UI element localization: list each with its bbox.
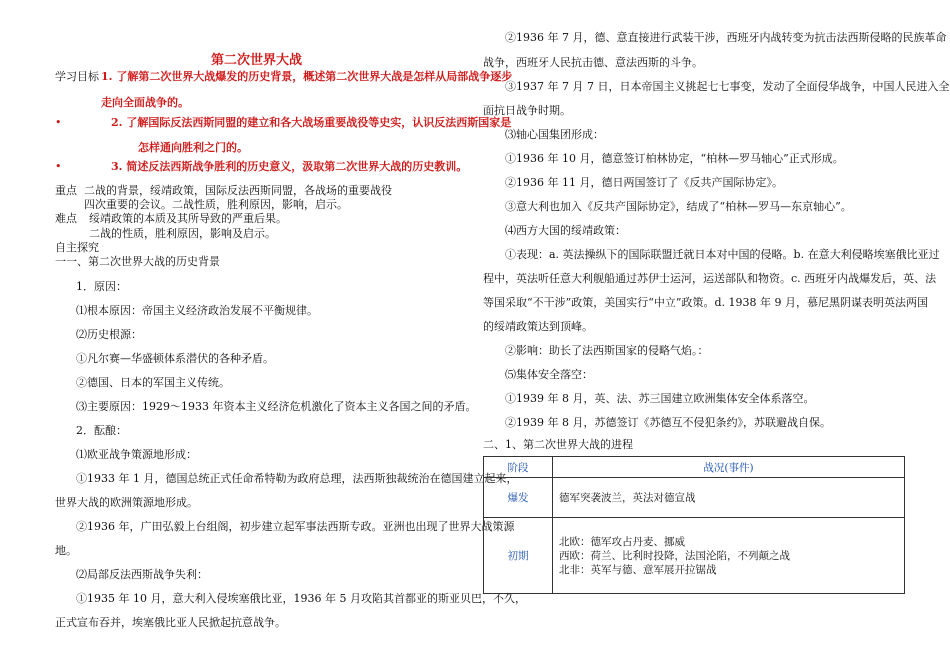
- text-line: 世界大战的欧洲策源地形成。: [55, 496, 198, 509]
- table-row: [484, 518, 905, 594]
- text-line: ⑶轴心国集团形成：: [505, 128, 604, 141]
- stage-cell: 初期: [484, 518, 553, 594]
- table-header-row: [484, 457, 905, 478]
- text-line: ⑴欧亚战争策源地形成：: [76, 448, 197, 461]
- event-line: 北非：英军与德、意军展开拉锯战: [559, 563, 717, 576]
- text-line: ②德国、日本的军国主义传统。: [76, 376, 230, 389]
- text-line: 2．酝酿：: [76, 424, 127, 437]
- goal-1-line-2: 走向全面战争的。: [101, 96, 189, 109]
- explore-heading: 自主探究: [55, 241, 99, 254]
- table-row: [484, 478, 905, 518]
- text-line: ⑸集体安全落空：: [505, 368, 593, 381]
- goal-2-bullet: •: [55, 116, 62, 129]
- text-line: ①凡尔赛—华盛顿体系潜伏的各种矛盾。: [76, 352, 274, 365]
- difficult-line-1: 绥靖政策的本质及其所导致的严重后果。: [89, 212, 287, 225]
- text-line: ②1939 年 8 月，苏德签订《苏德互不侵犯条约》，苏联避战自保。: [505, 416, 831, 429]
- header-events: 战况(事件): [553, 457, 905, 478]
- text-line: ①1939 年 8 月，英、法、苏三国建立欧洲集体安全体系落空。: [505, 392, 815, 405]
- stage-cell: 爆发: [484, 478, 553, 518]
- event-line: 德军突袭波兰，英法对德宣战: [559, 491, 696, 504]
- events-cell: [553, 518, 905, 594]
- war-progress-table: [483, 456, 905, 594]
- difficult-line-2: 二战的性质，胜利原因，影响及启示。: [89, 227, 276, 240]
- text-line: 的绥靖政策达到顶峰。: [483, 320, 593, 333]
- key-line-1: 二战的背景，绥靖政策，国际反法西斯同盟，各战场的重要战役: [84, 184, 392, 197]
- goals-label: 学习目标: [55, 70, 99, 83]
- text-line: ②影响：助长了法西斯国家的侵略气焰。：: [505, 344, 709, 357]
- goal-3-bullet: •: [55, 160, 62, 173]
- text-line: ③1937 年 7 月 7 日，日本帝国主义挑起七七事变，发动了全面侵华战争，中国人民进入全: [505, 80, 950, 93]
- text-line: ①表现：a. 英法操纵下的国际联盟迁就日本对中国的侵略。b. 在意大利侵略埃塞俄比亚过: [505, 248, 940, 261]
- text-line: 1．原因：: [76, 280, 127, 293]
- event-line: 西欧：荷兰、比利时投降，法国沦陷，不列颠之战: [559, 549, 790, 562]
- text-line: ①1933 年 1 月，德国总统正式任命希特勒为政府总理，法西斯独裁统治在德国建立起来，: [76, 472, 518, 485]
- event-line: 北欧：德军攻占丹麦、挪威: [559, 535, 685, 548]
- goal-2-line-1: 2. 了解国际反法西斯同盟的建立和各大战场重要战役等史实，认识反法西斯国家是: [111, 116, 512, 129]
- text-line: 战争，西班牙人民抗击德、意法西斯的斗争。: [483, 56, 703, 69]
- text-line: 面抗日战争时期。: [483, 104, 571, 117]
- text-line: ⑷西方大国的绥靖政策：: [505, 224, 626, 237]
- text-line: ③意大利也加入《反共产国际协定》，结成了“柏林—罗马—东京轴心”。: [505, 200, 852, 213]
- page-title: 第二次世界大战: [211, 53, 303, 68]
- section-2-heading: 二、1、第二次世界大战的进程: [483, 438, 633, 451]
- goal-3: 3. 简述反法西斯战争胜利的历史意义，汲取第二次世界大战的历史教训。: [111, 160, 468, 173]
- text-line: ①1936 年 10 月，德意签订柏林协定，“柏林—罗马轴心”正式形成。: [505, 152, 844, 165]
- text-line: ②1936 年，广田弘毅上台组阁，初步建立起军事法西斯专政。亚洲也出现了世界大战策源: [76, 520, 515, 533]
- text-line: ⑶主要原因：1929～1933 年资本主义经济危机激化了资本主义各国之间的矛盾。: [76, 400, 477, 413]
- key-label: 重点: [55, 184, 77, 197]
- text-line: ①1935 年 10 月，意大利入侵埃塞俄比亚，1936 年 5 月攻陷其首都亚的斯亚贝巴，不久，: [76, 592, 526, 605]
- text-line: 等国采取“不干涉”政策，美国实行“中立”政策。d. 1938 年 9 月，慕尼黑阴谋表明英法两国: [483, 296, 929, 309]
- text-line: 程中，英法听任意大利舰船通过苏伊士运河，运送部队和物资。c. 西班牙内战爆发后，英、法: [483, 272, 937, 285]
- key-line-2: 四次重要的会议。二战性质，胜利原因，影响，启示。: [84, 198, 348, 211]
- text-line: ②1936 年 11 月，德日两国签订了《反共产国际协定》。: [505, 176, 783, 189]
- header-stage: 阶段: [484, 457, 553, 478]
- section-1-heading: 一一、第二次世界大战的历史背景: [55, 255, 220, 268]
- events-cell: [553, 478, 905, 518]
- text-line: ②1936 年 7 月，德、意直接进行武装干涉，西班牙内战转变为抗击法西斯侵略的民族革命: [505, 31, 947, 44]
- text-line: 地。: [55, 544, 77, 557]
- difficult-label: 难点: [55, 212, 77, 225]
- text-line: ⑵历史根源：: [76, 328, 142, 341]
- text-line: ⑴根本原因：帝国主义经济政治发展不平衡规律。: [76, 304, 318, 317]
- goal-2-line-2: 怎样通向胜利之门的。: [138, 141, 248, 154]
- text-line: ⑵局部反法西斯战争失利：: [76, 568, 208, 581]
- text-line: 正式宣布吞并，埃塞俄比亚人民掀起抗意战争。: [55, 616, 286, 629]
- goal-1-line-1: 1. 了解第二次世界大战爆发的历史背景，概述第二次世界大战是怎样从局部战争逐步: [101, 70, 513, 83]
